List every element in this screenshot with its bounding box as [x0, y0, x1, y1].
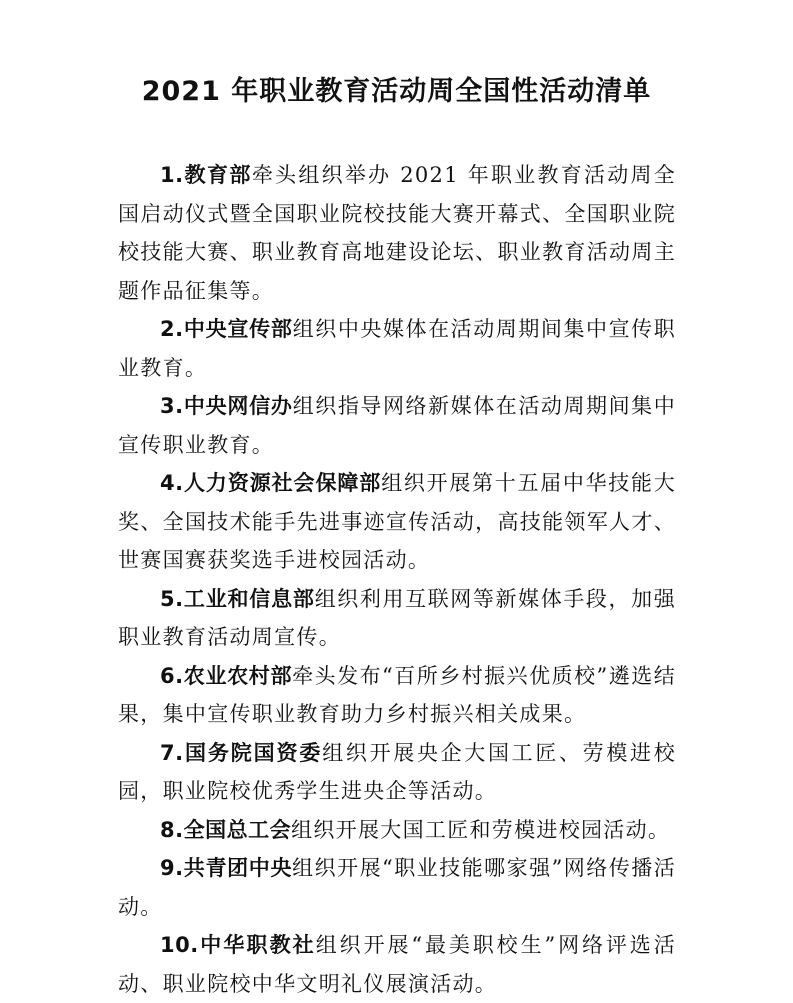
item-number: 6. — [160, 663, 184, 688]
list-item — [118, 387, 676, 464]
list-item — [118, 156, 676, 310]
list-item — [118, 734, 676, 811]
item-text: 组织指导网络新媒体在活动周期间集中宣传职业教育。 — [118, 394, 677, 457]
item-department: 全国总工会 — [183, 817, 292, 842]
item-number: 4. — [160, 471, 184, 495]
item-text: 牵头发布“百所乡村振兴优质校”遴选结果，集中宣传职业教育助力乡村振兴相关成果。 — [118, 663, 677, 726]
item-department: 农业农村部 — [183, 663, 293, 688]
activity-list — [118, 156, 676, 1003]
item-number: 7. — [160, 740, 184, 765]
item-text: 组织中央媒体在活动周期间集中宣传职业教育。 — [118, 317, 677, 380]
item-department: 国务院国资委 — [183, 740, 323, 765]
item-number: 2. — [160, 317, 184, 341]
item-text: 组织开展央企大国工匠、劳模进校园，职业院校优秀学生进央企等活动。 — [118, 740, 677, 803]
item-text: 组织开展“最美职校生”网络评选活动、职业院校中华文明礼仪展演活动。 — [118, 933, 676, 996]
item-department: 教育部 — [183, 163, 252, 187]
item-number: 8. — [160, 817, 184, 842]
list-item — [118, 657, 676, 734]
item-number: 9. — [160, 856, 184, 880]
item-number: 5. — [160, 586, 184, 611]
item-text: 组织开展第十五届中华技能大奖、全国技术能手先进事迹宣传活动，高技能领军人才、世赛国赛获奖选手进校园活动。 — [118, 471, 676, 572]
item-number: 3. — [160, 394, 184, 418]
item-text: 组织开展“职业技能哪家强”网络传播活动。 — [118, 856, 677, 919]
item-text: 组织开展大国工匠和劳模进校园活动。 — [291, 817, 671, 842]
document-title: 2021 年职业教育活动周全国性活动清单 — [141, 76, 652, 107]
item-department: 共青团中央 — [183, 856, 293, 880]
item-department: 中华职教社 — [198, 933, 316, 957]
list-item — [118, 464, 676, 580]
item-text: 牵头组织举办 2021 年职业教育活动周全国启动仪式暨全国职业院校技能大赛开幕式、全国职业院校技能大赛、职业教育高地建设论坛、职业教育活动周主题作品征集等。 — [118, 163, 677, 303]
item-department: 工业和信息部 — [183, 586, 315, 611]
item-text: 组织利用互联网等新媒体手段，加强职业教育活动周宣传。 — [118, 586, 676, 649]
item-department: 中央宣传部 — [183, 317, 293, 341]
item-number: 1. — [160, 163, 184, 187]
list-item — [118, 926, 676, 1003]
item-department: 中央网信办 — [183, 394, 293, 418]
item-department: 人力资源社会保障部 — [183, 471, 382, 495]
list-item — [118, 580, 676, 657]
item-number: 10. — [160, 933, 199, 957]
list-item — [118, 811, 676, 850]
list-item — [118, 310, 676, 387]
list-item — [118, 849, 676, 926]
